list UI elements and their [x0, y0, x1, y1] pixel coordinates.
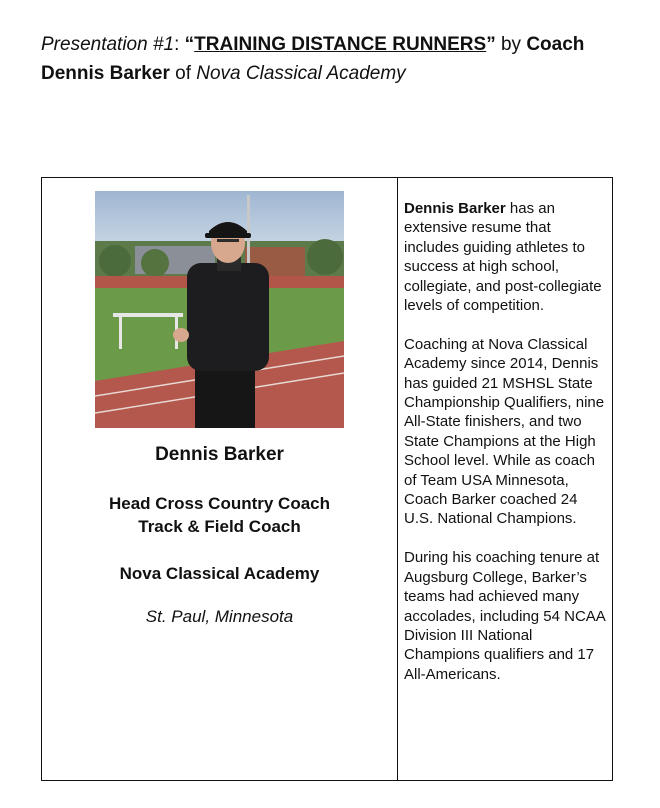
column-divider [397, 178, 398, 780]
coach-photo [95, 191, 344, 428]
profile-table [41, 177, 613, 781]
bio-paragraph-1 [404, 199, 608, 315]
bio-paragraph-3: During his coaching tenure at Augsburg College, Barker’s teams had achieved many accolades, including 54 NCAA Division III National Champions qualifiers and 17 All-Americans. [404, 549, 605, 683]
heading-of: of [169, 63, 197, 84]
bio-cell [404, 199, 608, 704]
heading-prefix: Presentation #1 [41, 34, 175, 55]
coach-photo-image [95, 191, 344, 428]
bio-name: Dennis Barker [404, 200, 506, 217]
coach-role-cross-country: Head Cross Country Coach [108, 494, 331, 513]
coach-name: Dennis Barker [155, 444, 284, 465]
coach-school: Nova Classical Academy [119, 564, 320, 583]
heading-colon: : [174, 34, 185, 55]
heading-coach: Coach Dennis Barker [41, 34, 585, 84]
bio-paragraph-2: Coaching at Nova Classical Academy since 2014, Dennis has guided 21 MSHSL State Championship Qualifiers, nine All-State finishers, and two State Champions at the High School level. While as coach of Team USA Minnesota, Coach Barker coached 24 U.S. National Champions. [404, 335, 605, 528]
heading-open-quote: “ [184, 34, 195, 55]
coach-location: St. Paul, Minnesota [145, 607, 294, 626]
heading-school: Nova Classical Academy [196, 63, 406, 84]
heading-title: TRAINING DISTANCE RUNNERS [194, 34, 487, 55]
presentation-heading [41, 30, 601, 88]
heading-by: by [495, 34, 527, 55]
coach-role-track-field: Track & Field Coach [138, 517, 301, 536]
profile-cell [42, 178, 397, 780]
bio-paragraph-1-text: has an extensive resume that includes guiding athletes to success at high school, collegiate, and post-collegiate levels of competition. [404, 200, 602, 315]
heading-close-quote: ” [486, 34, 496, 55]
